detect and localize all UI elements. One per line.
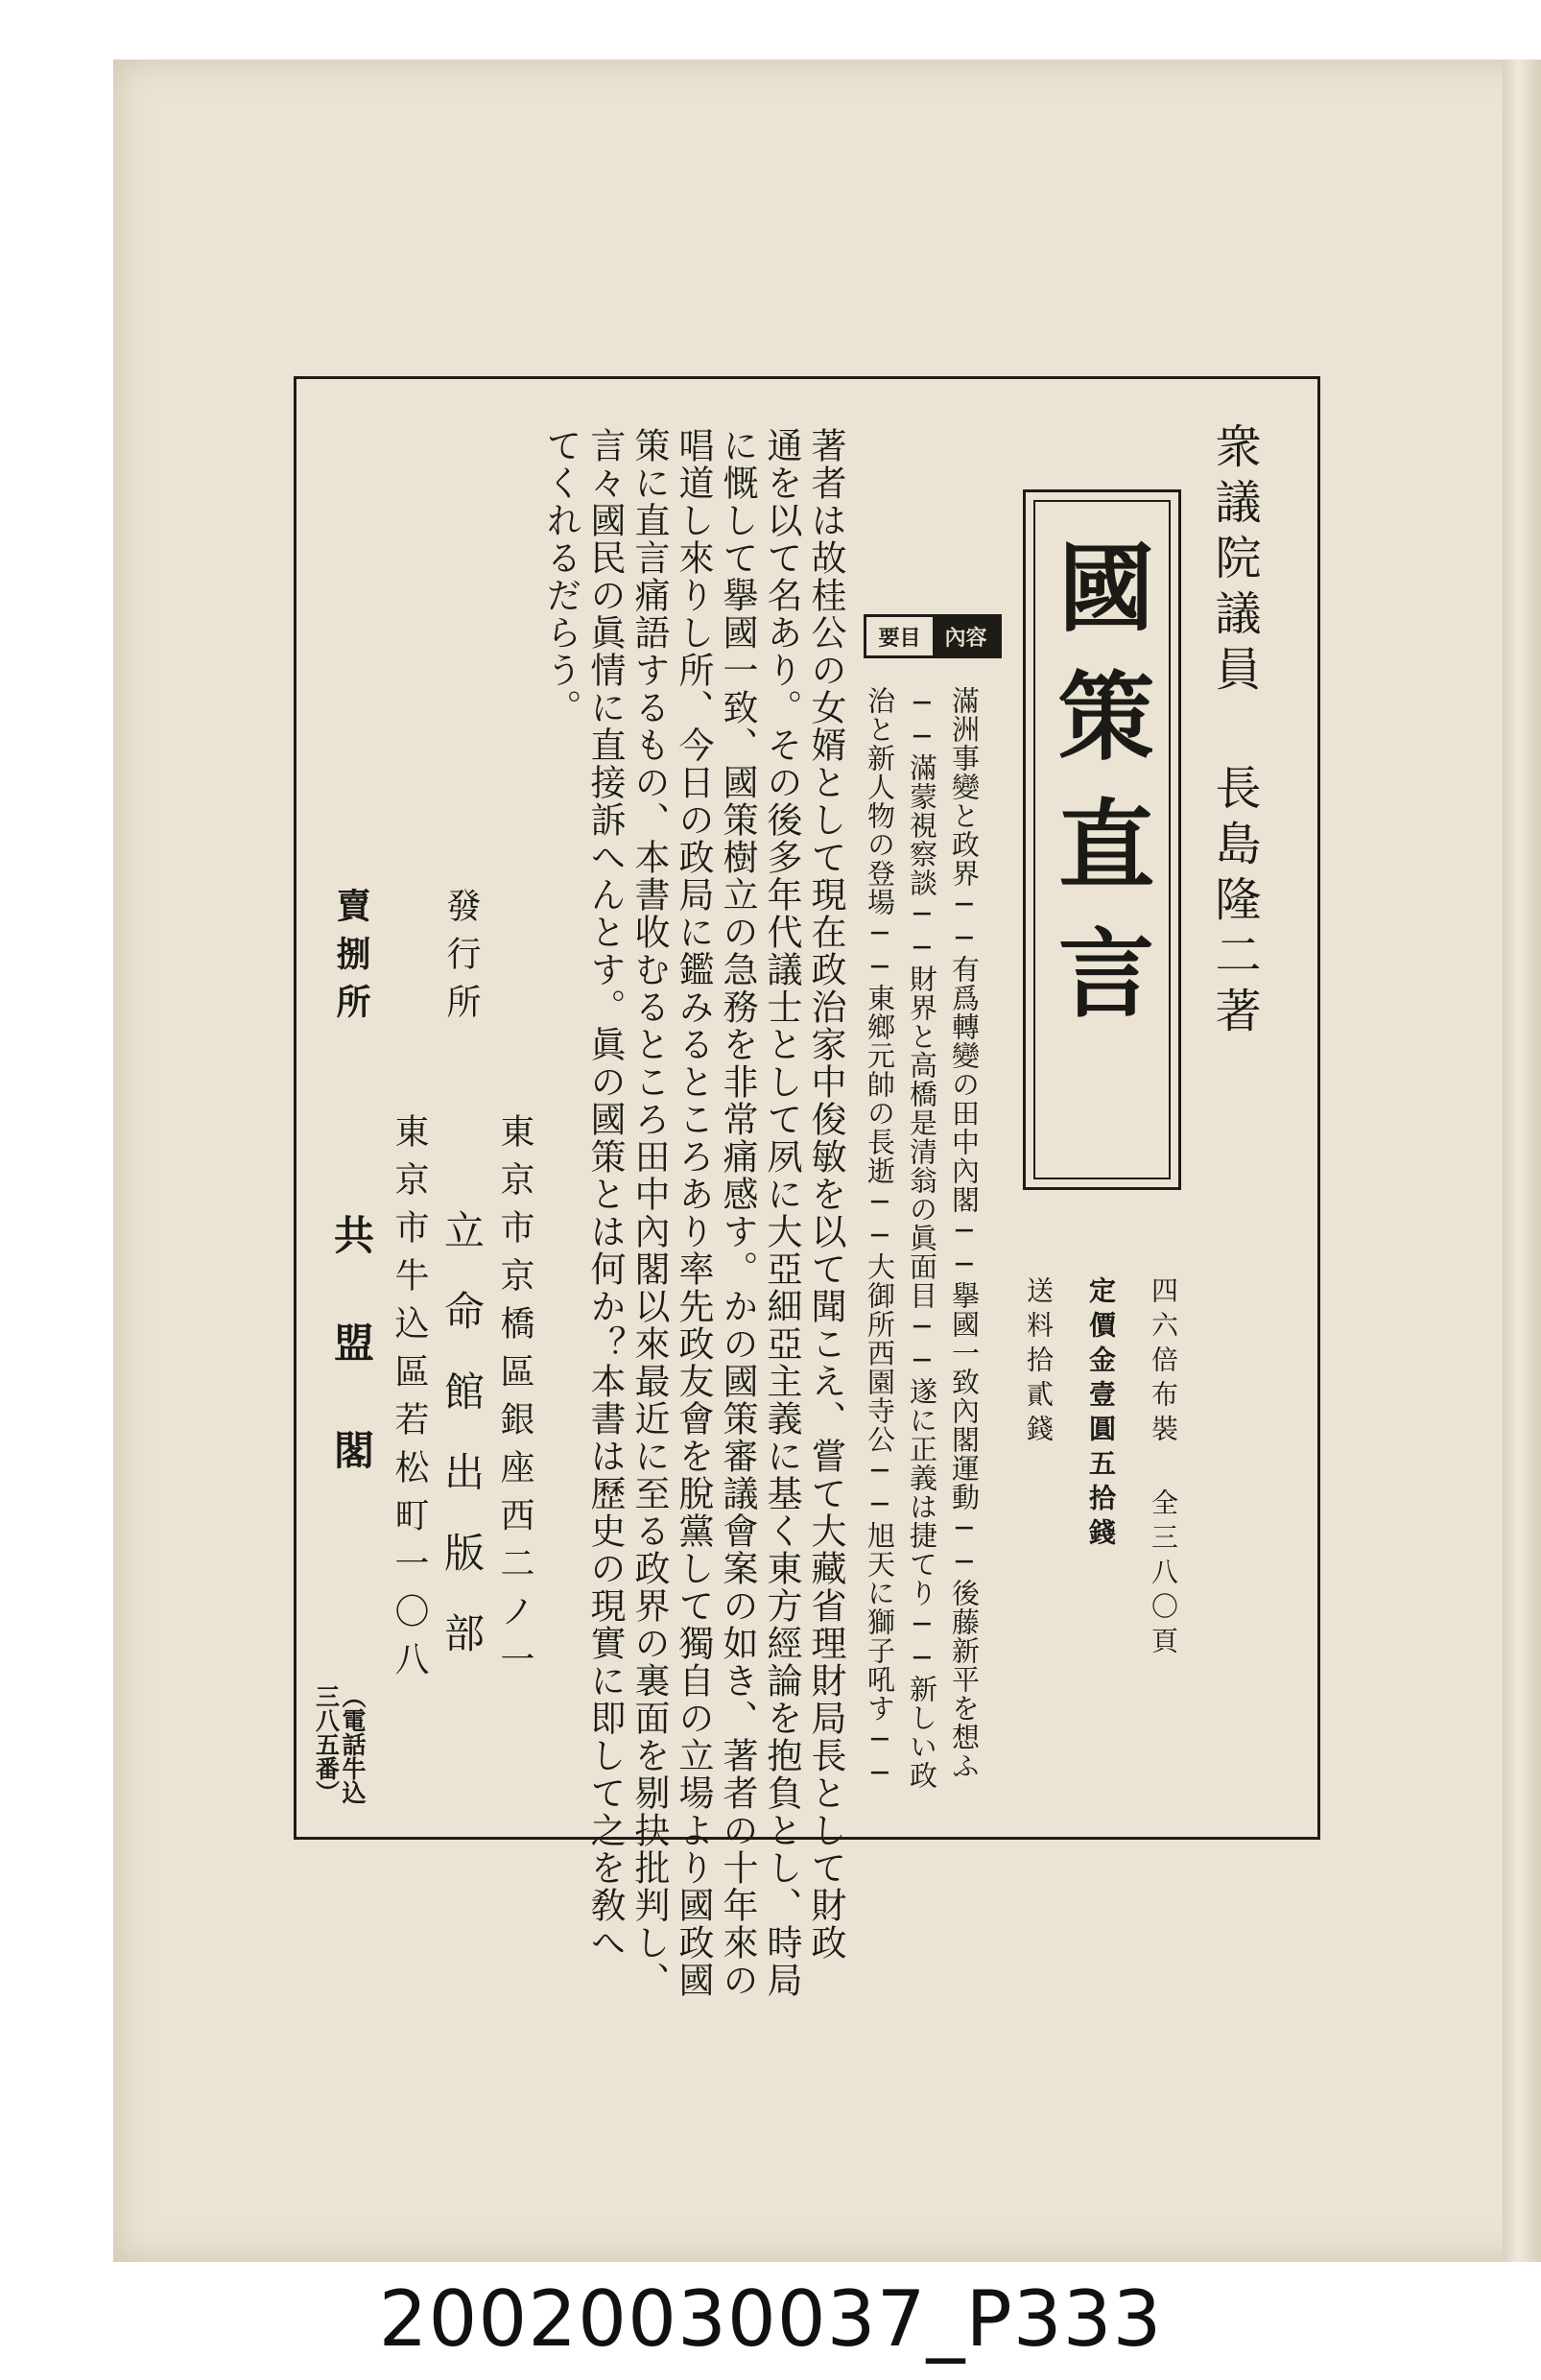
paper-edge xyxy=(1503,60,1541,2262)
description-line: 著者は故桂公の女婿として現在政治家中俊敏を以て聞こえ、嘗て大藏省理財局長として財政 xyxy=(805,427,846,1962)
book-postage: 送料拾貳錢 xyxy=(1023,1276,1055,1449)
description-line: 策に直言痛語するもの、本書收むるところ田中內閣以來最近に至る政界の裏面を剔抉批判し、 xyxy=(628,427,670,1999)
publisher-address: 東京市京橋區銀座西二ノ一 xyxy=(495,1113,534,1689)
seller-phone: （電話牛込三八五番） xyxy=(312,1684,367,1804)
description-line: 唱道し來りし所、今日の政局に鑑みるところあり率先政友會を脫黨して獨自の立場より國政國 xyxy=(673,427,714,1999)
contents-label-right: 要目 xyxy=(878,626,921,651)
book-price: 定價金壹圓五拾錢 xyxy=(1085,1276,1117,1553)
author-line: 衆議院議員 長島隆二著 xyxy=(1207,422,1261,1042)
seller-name: 共盟閣 xyxy=(328,1214,375,1536)
publisher-label: 發行所 xyxy=(441,888,481,1032)
contents-label-left: 內容 xyxy=(933,617,999,655)
description-line: てくれるだらう。 xyxy=(540,427,581,726)
description-line: 言々國民の眞情に直接訴へんとす。眞の國策とは何か？本書は歷史の現實に即して之を敎へ xyxy=(584,427,626,1962)
seller-address: 東京市牛込區若松町一〇八 xyxy=(390,1113,429,1689)
book-title: 國策直言 xyxy=(1042,537,1155,1052)
seller-label: 賣捌所 xyxy=(331,888,371,1032)
description-line: に慨して擧國一致、國策樹立の急務を非常痛感す。かの國策審議會案の如き、著者の十年來の xyxy=(717,427,758,1999)
contents-line: ──滿蒙視察談──財界と高橋是清翁の眞面目──遂に正義は捷てり──新しい政 xyxy=(906,686,938,1790)
description-line: 通を以て名あり。その後多年代議士として夙に大亞細亞主義に基く東方經論を抱負とし、時局 xyxy=(761,427,802,1999)
catalog-id: 20020030037_P333 xyxy=(378,2274,1163,2364)
book-format: 四六倍布裝 全三八〇頁 xyxy=(1148,1276,1179,1661)
contents-line: 滿洲事變と政界──有爲轉變の田中內閣──擧國一致內閣運動──後藤新平を想ふ xyxy=(948,686,981,1780)
contents-line: 治と新人物の登場──東鄉元帥の長逝──大御所西園寺公──旭天に獅子吼す── xyxy=(864,686,896,1790)
contents-label xyxy=(864,614,1002,658)
publisher-name: 立命館出版部 xyxy=(439,1209,486,1693)
